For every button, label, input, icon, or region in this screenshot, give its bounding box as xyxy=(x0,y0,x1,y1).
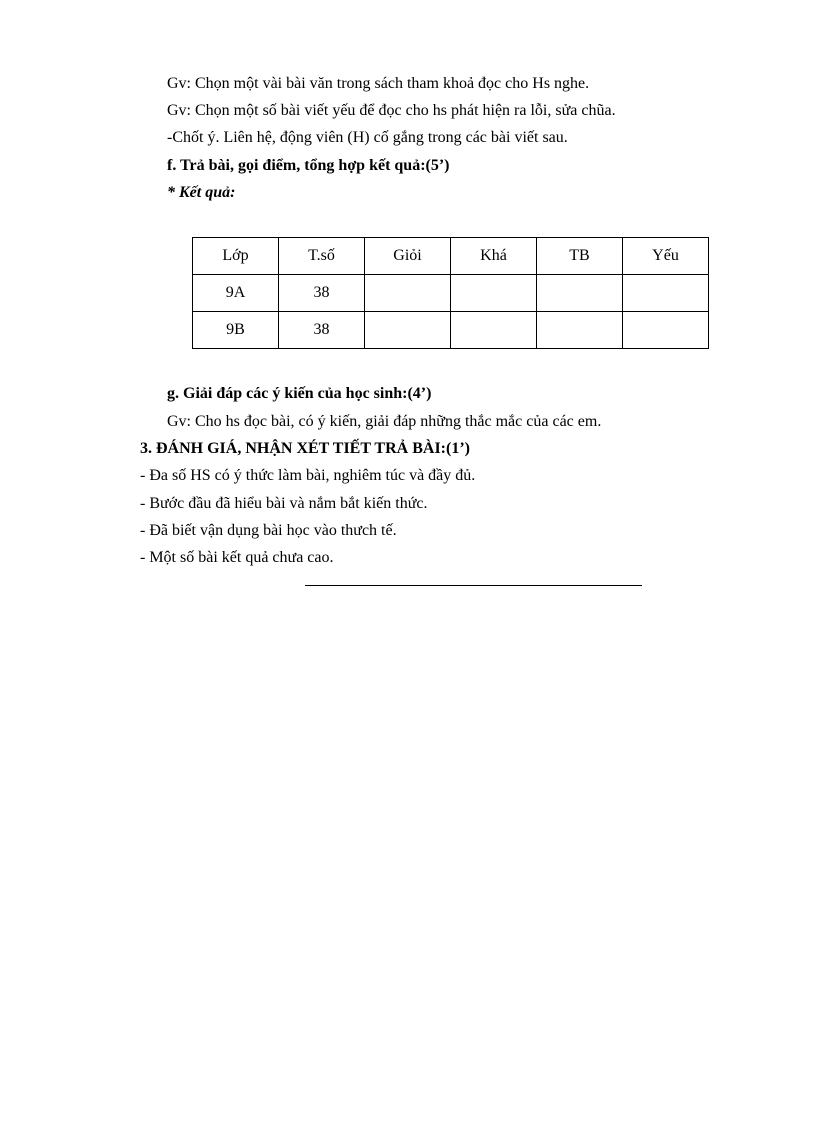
bullet-item: - Bước đầu đã hiểu bài và nắm bắt kiến thức. xyxy=(140,495,428,512)
table-cell xyxy=(365,275,451,312)
table-header-row xyxy=(193,238,709,275)
table-cell xyxy=(537,312,623,349)
paragraph-gv-reference-reading: Gv: Chọn một vài bài văn trong sách tham khoả đọc cho Hs nghe. xyxy=(167,75,590,92)
result-table xyxy=(192,237,709,349)
bullet-item: - Một số bài kết quả chưa cao. xyxy=(140,549,334,566)
section-heading-g: g. Giải đáp các ý kiến của học sinh:(4’) xyxy=(167,385,432,402)
table-cell xyxy=(365,312,451,349)
table-cell: 9B xyxy=(193,312,279,349)
end-divider xyxy=(305,585,642,586)
table-header-cell: Yếu xyxy=(623,238,709,275)
table-header-cell: Lớp xyxy=(193,238,279,275)
table-cell xyxy=(537,275,623,312)
paragraph-gv-weak-essays: Gv: Chọn một số bài viết yếu để đọc cho hs phát hiện ra lỗi, sửa chũa. xyxy=(167,102,616,119)
table-cell: 38 xyxy=(279,312,365,349)
bullet-item: - Đã biết vận dụng bài học vào thưch tế. xyxy=(140,522,397,539)
section-heading-3: 3. ĐÁNH GIÁ, NHẬN XÉT TIẾT TRẢ BÀI:(1’) xyxy=(140,440,470,457)
table-header-cell: TB xyxy=(537,238,623,275)
paragraph-gv-answers: Gv: Cho hs đọc bài, có ý kiến, giải đáp những thắc mắc của các em. xyxy=(167,413,602,430)
table-header-cell: T.số xyxy=(279,238,365,275)
table-cell xyxy=(451,275,537,312)
table-cell xyxy=(623,275,709,312)
paragraph-conclusion: -Chốt ý. Liên hệ, động viên (H) cố gắng trong các bài viết sau. xyxy=(167,129,568,146)
table-cell xyxy=(451,312,537,349)
table-cell: 9A xyxy=(193,275,279,312)
table-row xyxy=(193,312,709,349)
table-header-cell: Giỏi xyxy=(365,238,451,275)
table-cell: 38 xyxy=(279,275,365,312)
result-label: * Kết quả: xyxy=(167,184,236,201)
bullet-item: - Đa số HS có ý thức làm bài, nghiêm túc và đầy đủ. xyxy=(140,467,476,484)
table-cell xyxy=(623,312,709,349)
table-header-cell: Khá xyxy=(451,238,537,275)
section-heading-f: f. Trả bài, gọi điểm, tổng hợp kết quả:(5’) xyxy=(167,157,450,174)
table-row xyxy=(193,275,709,312)
